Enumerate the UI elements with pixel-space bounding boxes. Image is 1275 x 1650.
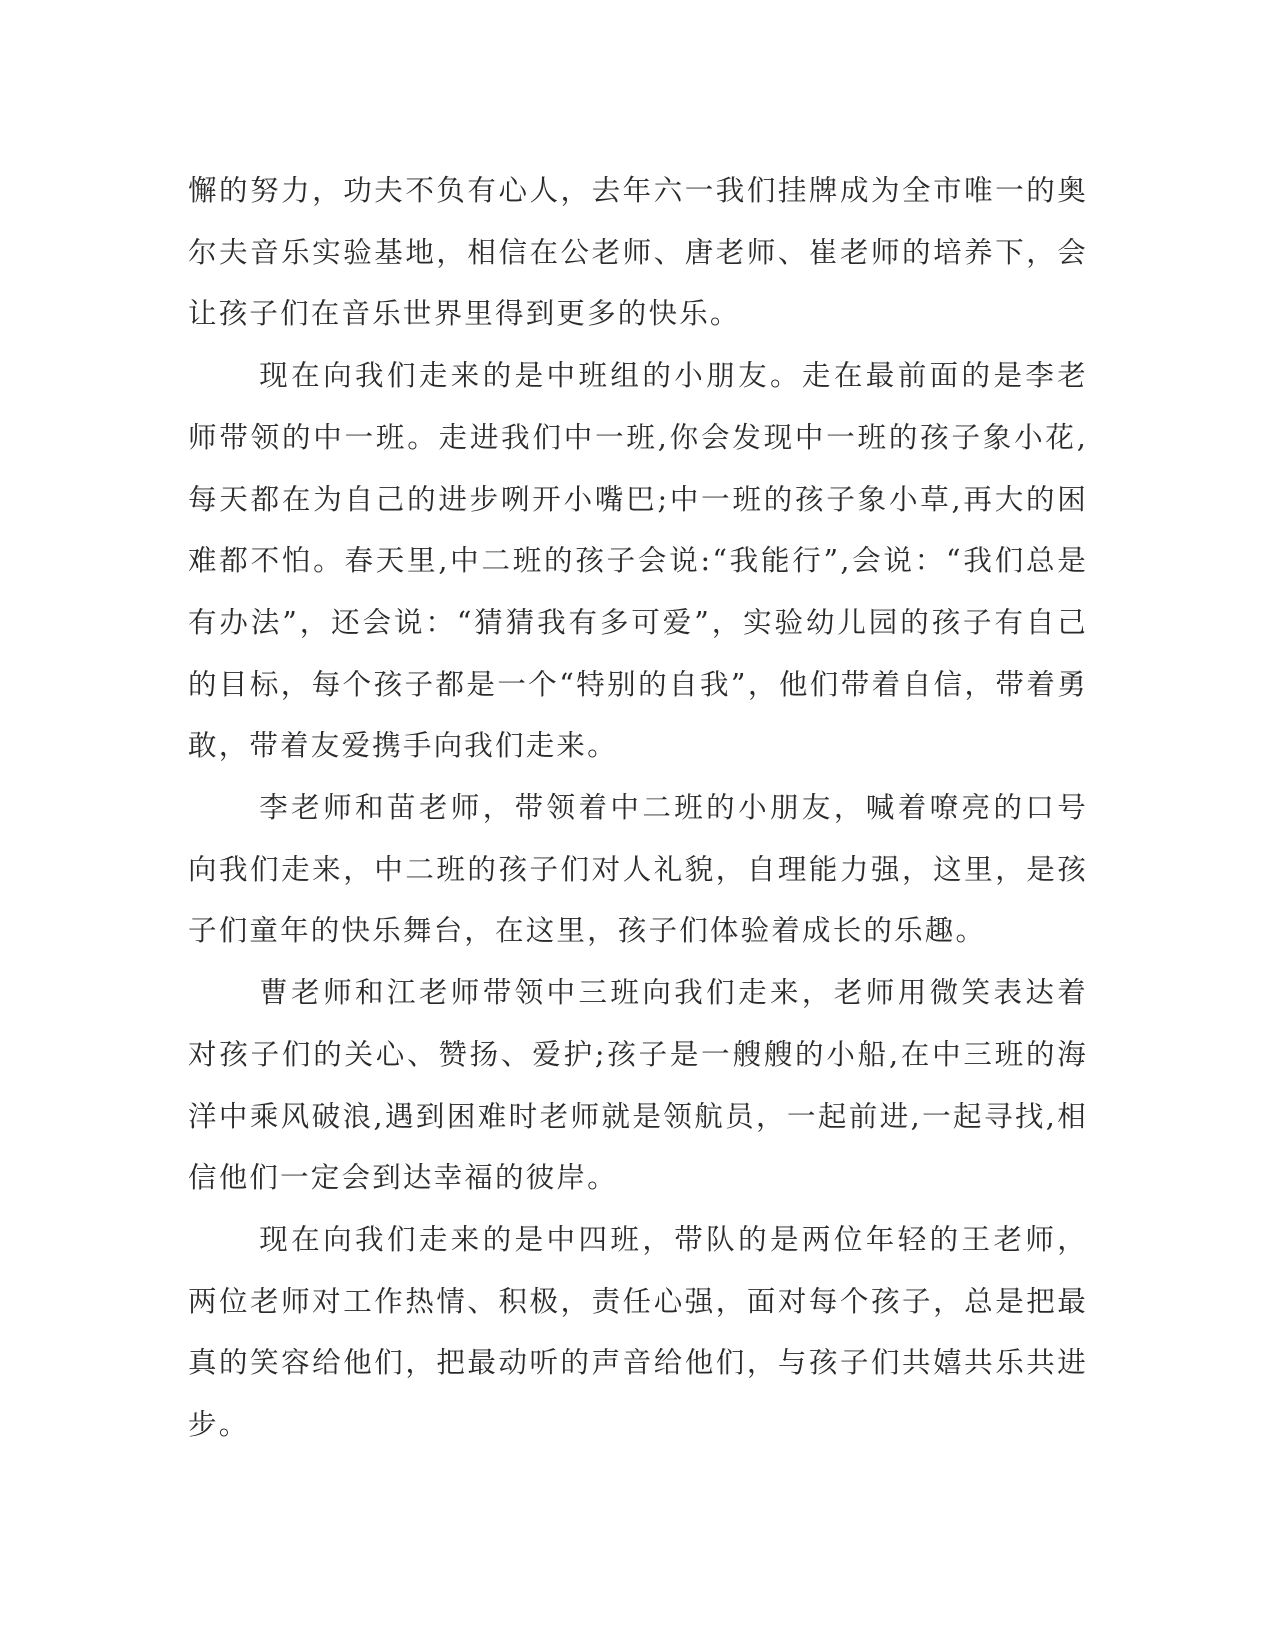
paragraph-1: 懈的努力，功夫不负有心人，去年六一我们挂牌成为全市唯一的奥尔夫音乐实验基地，相信在公老师、唐老师、崔老师的培养下，会让孩子们在音乐世界里得到更多的快乐。 (188, 174, 1088, 331)
paragraph-4: 曹老师和江老师带领中三班向我们走来，老师用微笑表达着对孩子们的关心、赞扬、爱护;孩子是一艘艘的小船,在中三班的海洋中乘风破浪,遇到困难时老师就是领航员，一起前进,一起寻找,相信他们一定会到达幸福的彼岸。 (188, 976, 1088, 1195)
document-body (188, 160, 1088, 1456)
paragraph-2: 现在向我们走来的是中班组的小朋友。走在最前面的是李老师带领的中一班。走进我们中一班,你会发现中一班的孩子象小花,每天都在为自己的进步咧开小嘴巴;中一班的孩子象小草,再大的困难都不怕。春天里,中二班的孩子会说:“我能行”,会说：“我们总是有办法”，还会说：“猜猜我有多可爱”，实验幼儿园的孩子有自己的目标，每个孩子都是一个“特别的自我”，他们带着自信，带着勇敢，带着友爱携手向我们走来。 (188, 359, 1088, 763)
paragraph-5: 现在向我们走来的是中四班，带队的是两位年轻的王老师，两位老师对工作热情、积极，责任心强，面对每个孩子，总是把最真的笑容给他们，把最动听的声音给他们，与孩子们共嬉共乐共进步。 (188, 1222, 1088, 1442)
paragraph-3: 李老师和苗老师，带领着中二班的小朋友，喊着嘹亮的口号向我们走来，中二班的孩子们对人礼貌，自理能力强，这里，是孩子们童年的快乐舞台，在这里，孩子们体验着成长的乐趣。 (188, 791, 1088, 948)
